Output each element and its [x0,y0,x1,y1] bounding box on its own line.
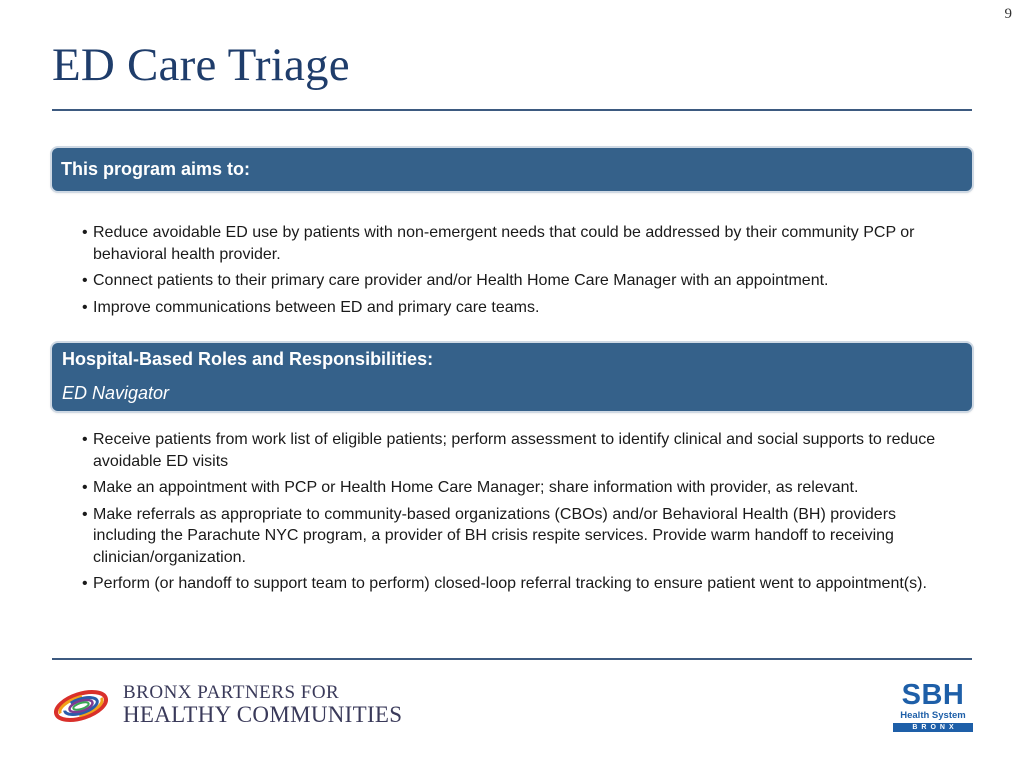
list-item: • Make an appointment with PCP or Health Home Care Manager; share information with provider, as relevant. [82,477,962,499]
bullet-icon: • [82,272,88,289]
logo-line-1: BRONX PARTNERS FOR [123,682,340,703]
list-item: • Make referrals as appropriate to community-based organizations (CBOs) and/or Behavioral Health (BH) providers including the Parachute NYC program, a provider of BH crisis respite services. Provide warm handoff to receiving clinician/organization. [82,505,897,566]
roles-subheading: ED Navigator [62,383,170,403]
bullet-icon: • [82,505,88,523]
program-aims-list [82,222,962,323]
roles-banner [52,343,972,411]
bullet-icon: • [82,298,88,316]
list-item: • Improve communications between ED and primary care teams. [82,297,962,319]
bronx-partners-logo [50,682,430,730]
list-item: • Perform (or handoff to support team to perform) closed-loop referral tracking to ensure patient went to appointment(s). [82,573,962,595]
sbh-bronx: BRONX [893,723,973,732]
list-item: • Connect patients to their primary care provider and/or Health Home Care Manager with an appointment. [82,270,962,292]
list-item: • Receive patients from work list of eligible patients; perform assessment to identify clinical and social supports to reduce avoidable ED visits [82,431,936,470]
logo-line-2: HEALTHY COMMUNITIES [123,702,403,727]
program-aims-heading: This program aims to: [61,159,251,179]
sbh-logo [893,680,973,730]
bullet-icon: • [82,224,88,241]
sbh-brand: SBH [901,679,965,711]
program-aims-banner [52,148,972,191]
bullet-icon: • [82,479,88,496]
footer-divider [52,658,972,660]
swirl-logo-icon [50,688,112,724]
bullet-icon: • [82,431,88,448]
page-title: ED Care Triage [52,39,350,91]
title-divider [52,109,972,111]
page-number: 9 [1004,6,1012,22]
roles-list [82,429,962,600]
sbh-health-system: Health System [900,710,966,721]
roles-heading: Hospital-Based Roles and Responsibilities: [62,349,434,369]
list-item: • Reduce avoidable ED use by patients with non-emergent needs that could be addressed by their community PCP or behavioral health provider. [82,224,915,263]
bullet-icon: • [82,575,88,592]
